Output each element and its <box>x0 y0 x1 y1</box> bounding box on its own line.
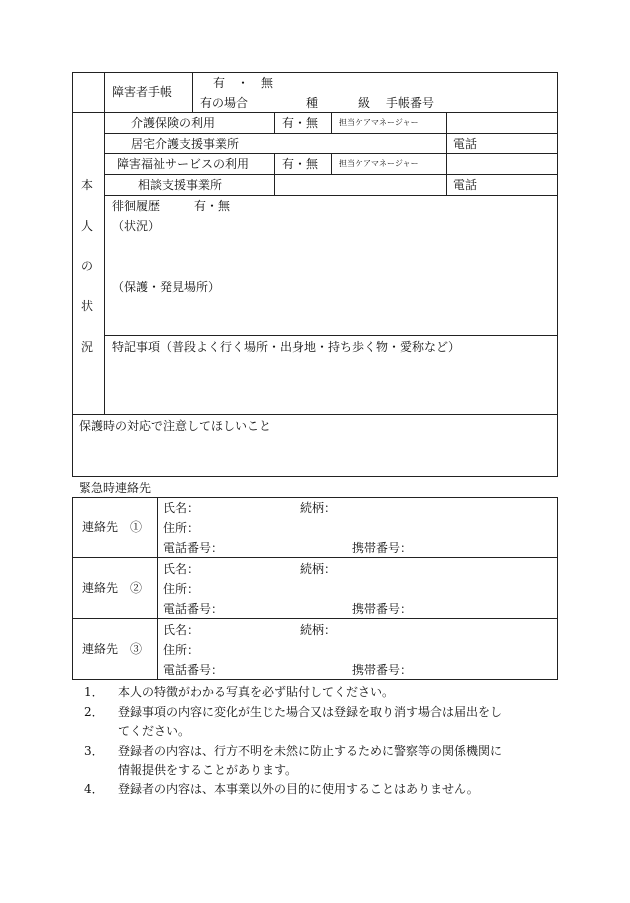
contact-2-mobile: 携帯番号： <box>352 602 413 616</box>
contact-1-relation: 続柄： <box>300 501 337 515</box>
emergency-title: 緊急時連絡先 <box>79 481 152 495</box>
care-insurance-yes-no: 有・無 <box>282 116 319 130</box>
consult-office-label: 相談支援事業所 <box>138 178 223 192</box>
disability-book-grade: 級 <box>358 96 371 110</box>
caution-label: 保護時の対応で注意してほしいこと <box>79 419 272 433</box>
contact-3-label: 連絡先 ③ <box>82 642 143 656</box>
note-4-num: 4． <box>84 782 104 796</box>
wandering-yes-no: 有・無 <box>194 199 231 213</box>
phone-label-2: 電話 <box>453 178 478 192</box>
contact-1-phone: 電話番号： <box>163 541 224 555</box>
note-3-text-cont: 情報提供をすることがあります。 <box>118 763 298 777</box>
contact-2-label: 連絡先 ② <box>82 581 143 595</box>
welfare-service-label: 障害福祉サービスの利用 <box>117 157 250 171</box>
note-4-text: 登録者の内容は、本事業以外の目的に使用することはありません。 <box>118 782 479 796</box>
contact-3-phone: 電話番号： <box>163 663 224 677</box>
home-care-office-label: 居宅介護支援事業所 <box>131 137 240 151</box>
contact-1-address: 住所： <box>163 521 200 535</box>
contact-2-address: 住所： <box>163 582 200 596</box>
vertical-char-3: 状 <box>81 299 94 313</box>
contact-3-name: 氏名： <box>163 623 200 637</box>
special-notes-label: 特記事項（普段よく行く場所・出身地・持ち歩く物・愛称など） <box>112 340 461 354</box>
note-1-num: 1． <box>84 685 104 699</box>
vertical-char-4: 況 <box>81 340 94 354</box>
note-2-text-cont: てください。 <box>118 724 191 738</box>
vertical-char-1: 人 <box>81 219 94 233</box>
welfare-service-yes-no: 有・無 <box>282 157 319 171</box>
phone-label-1: 電話 <box>453 137 478 151</box>
wandering-label: 徘徊履歴 <box>112 199 161 213</box>
disability-book-yes-no: 有 ・ 無 <box>213 76 274 90</box>
contact-3-relation: 続柄： <box>300 623 337 637</box>
contact-2-relation: 続柄： <box>300 562 337 576</box>
note-2-text: 登録事項の内容に変化が生じた場合又は登録を取り消す場合は届出をし <box>118 705 503 719</box>
contact-2-phone: 電話番号： <box>163 602 224 616</box>
disability-book-label: 障害者手帳 <box>112 85 173 99</box>
care-manager-label-2: 担当ケアマネージャー <box>339 159 419 168</box>
wandering-situation: （状況） <box>112 219 161 233</box>
note-1-text: 本人の特徴がわかる写真を必ず貼付してください。 <box>118 685 395 699</box>
contact-2-name: 氏名： <box>163 562 200 576</box>
disability-book-number: 手帳番号 <box>386 96 435 110</box>
care-manager-label-1: 担当ケアマネージャー <box>339 118 419 127</box>
note-2-num: 2． <box>84 705 104 719</box>
contact-1-name: 氏名： <box>163 501 200 515</box>
note-3-num: 3． <box>84 744 104 758</box>
disability-book-kind: 種 <box>306 96 319 110</box>
vertical-char-2: の <box>81 259 94 273</box>
vertical-char-0: 本 <box>81 178 94 192</box>
contact-1-mobile: 携帯番号： <box>352 541 413 555</box>
contact-3-address: 住所： <box>163 643 200 657</box>
contact-3-mobile: 携帯番号： <box>352 663 413 677</box>
contact-1-label: 連絡先 ① <box>82 520 143 534</box>
wandering-protect-place: （保護・発見場所） <box>112 280 221 294</box>
disability-book-if-has: 有の場合 <box>200 96 249 110</box>
care-insurance-label: 介護保険の利用 <box>131 116 216 130</box>
note-3-text: 登録者の内容は、行方不明を未然に防止するために警察等の関係機関に <box>118 744 503 758</box>
